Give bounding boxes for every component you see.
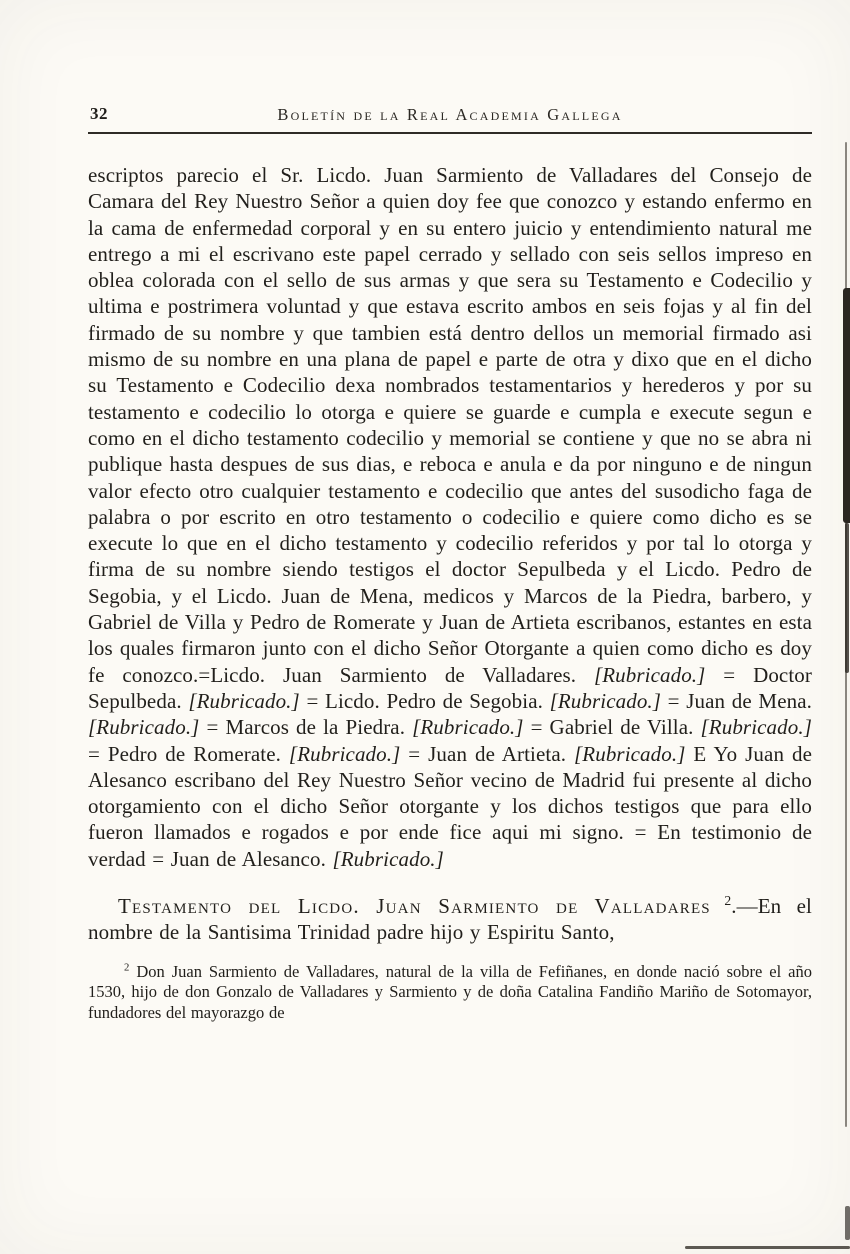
journal-title: Boletín de la Real Academia Gallega xyxy=(277,105,623,124)
text-segment: E Yo Juan de Alesanco escribano del Rey Nuestro Señor vecino de Madrid fui presente al dicho otorgamiento con el dicho Señor otorgante y los dichos testigos que para ello fueron llamados e rogados e por ende fice aqui mi signo. = En testimonio de verdad = Juan de Alesanco. xyxy=(88,741,812,871)
scan-edge-line-artifact xyxy=(845,142,847,1127)
text-segment: = Licdo. Pedro de Segobia. xyxy=(299,688,550,713)
text-segment: [Rubricado.] xyxy=(700,715,812,740)
text-segment: = Doctor Sepulbeda. xyxy=(88,662,812,713)
text-segment: 2 xyxy=(124,961,130,974)
text-segment: [Rubricado.] xyxy=(574,741,686,766)
text-segment: [Rubricado.] xyxy=(549,688,662,713)
text-segment: [Rubricado.] xyxy=(288,741,401,766)
text-segment: [Rubricado.] xyxy=(188,688,300,713)
text-segment: [Rubricado.] xyxy=(412,715,524,740)
text-segment: 2 xyxy=(710,893,732,909)
text-segment: = Pedro de Romerate. xyxy=(88,741,289,766)
text-segment: = Juan de Artieta. xyxy=(400,741,575,766)
page-content xyxy=(88,104,812,1023)
text-segment: [Rubricado.] xyxy=(88,715,200,740)
text-segment: [Rubricado.] xyxy=(593,662,706,687)
running-header xyxy=(88,104,812,134)
text-segment: = Juan de Mena. xyxy=(661,688,812,713)
paragraph-testament-heading xyxy=(88,893,812,946)
footnote xyxy=(88,962,812,1024)
scan-corner-mark-artifact xyxy=(845,1206,850,1240)
scan-edge-band2-artifact xyxy=(845,523,849,673)
scan-bottom-mark-artifact xyxy=(685,1246,850,1249)
page-number: 32 xyxy=(90,104,108,123)
text-segment: = Gabriel de Villa. xyxy=(523,715,701,740)
text-segment: Don Juan Sarmiento de Valladares, natural de la villa de Fefiñanes, en donde nació sobre el año 1530, hijo de don Gonzalo de Valladares y Sarmiento y de doña Catalina Fandiño Mariño de Sotomayor, fundadores del mayorazgo de xyxy=(88,961,812,1022)
paragraph-testament-closing xyxy=(88,162,812,872)
text-segment: = Marcos de la Piedra. xyxy=(199,715,413,740)
text-segment: .—En el nombre de la Santisima Trinidad padre hijo y Espiritu Santo, xyxy=(88,894,812,945)
text-segment: [Rubricado.] xyxy=(332,846,444,871)
scan-edge-band-artifact xyxy=(843,288,850,523)
text-segment: Testamento del Licdo. Juan Sarmiento de Valladares xyxy=(118,894,711,919)
text-segment: escriptos parecio el Sr. Licdo. Juan Sarmiento de Valladares del Consejo de Camara del Rey Nuestro Señor a quien doy fee que conozco y estando enfermo en la cama de enfermedad corporal y en su entero juicio y entendimiento natural me entrego a mi el escrivano este papel cerrado y sellado con seis sellos impreso en oblea colorada con el sello de sus armas y que sera su Testamento e Codecilio y ultima e postrimera voluntad y que estava escrito ambos en seis fojas y al fin del firmado de su nombre y que tambien está dentro dellos un memorial firmado asi mismo de su nombre en una plana de papel e parte de otra y dixo que en el dicho su Testamento e Codecilio dexa nombrados testamentarios y herederos y por su testamento e codecilio lo otorga e quiere se guarde e cumpla e execute segun e como en el dicho testamento codecilio y memorial se contiene y que no se abra ni publique hasta despues de sus dias, e reboca e anula e da por ninguno e de ningun valor efecto otro cualquier testamento e codecilio que antes del susodicho faga de palabra o por escrito en otro testamento o codecilio e quiere como dicho es se execute lo que en el dicho testamento y codecilio referidos y por tal lo otorga y firma de su nombre siendo testigos el doctor Sepulbeda y el Licdo. Pedro de Segobia, y el Licdo. Juan de Mena, medicos y Marcos de la Piedra, barbero, y Gabriel de Villa y Pedro de Romerate y Juan de Artieta escribanos, estantes en esta los quales firmaron junto con el dicho Señor Otorgante a quien como dicho es doy fe conozco.=Licdo. Juan Sarmiento de Valladares. xyxy=(88,163,812,687)
